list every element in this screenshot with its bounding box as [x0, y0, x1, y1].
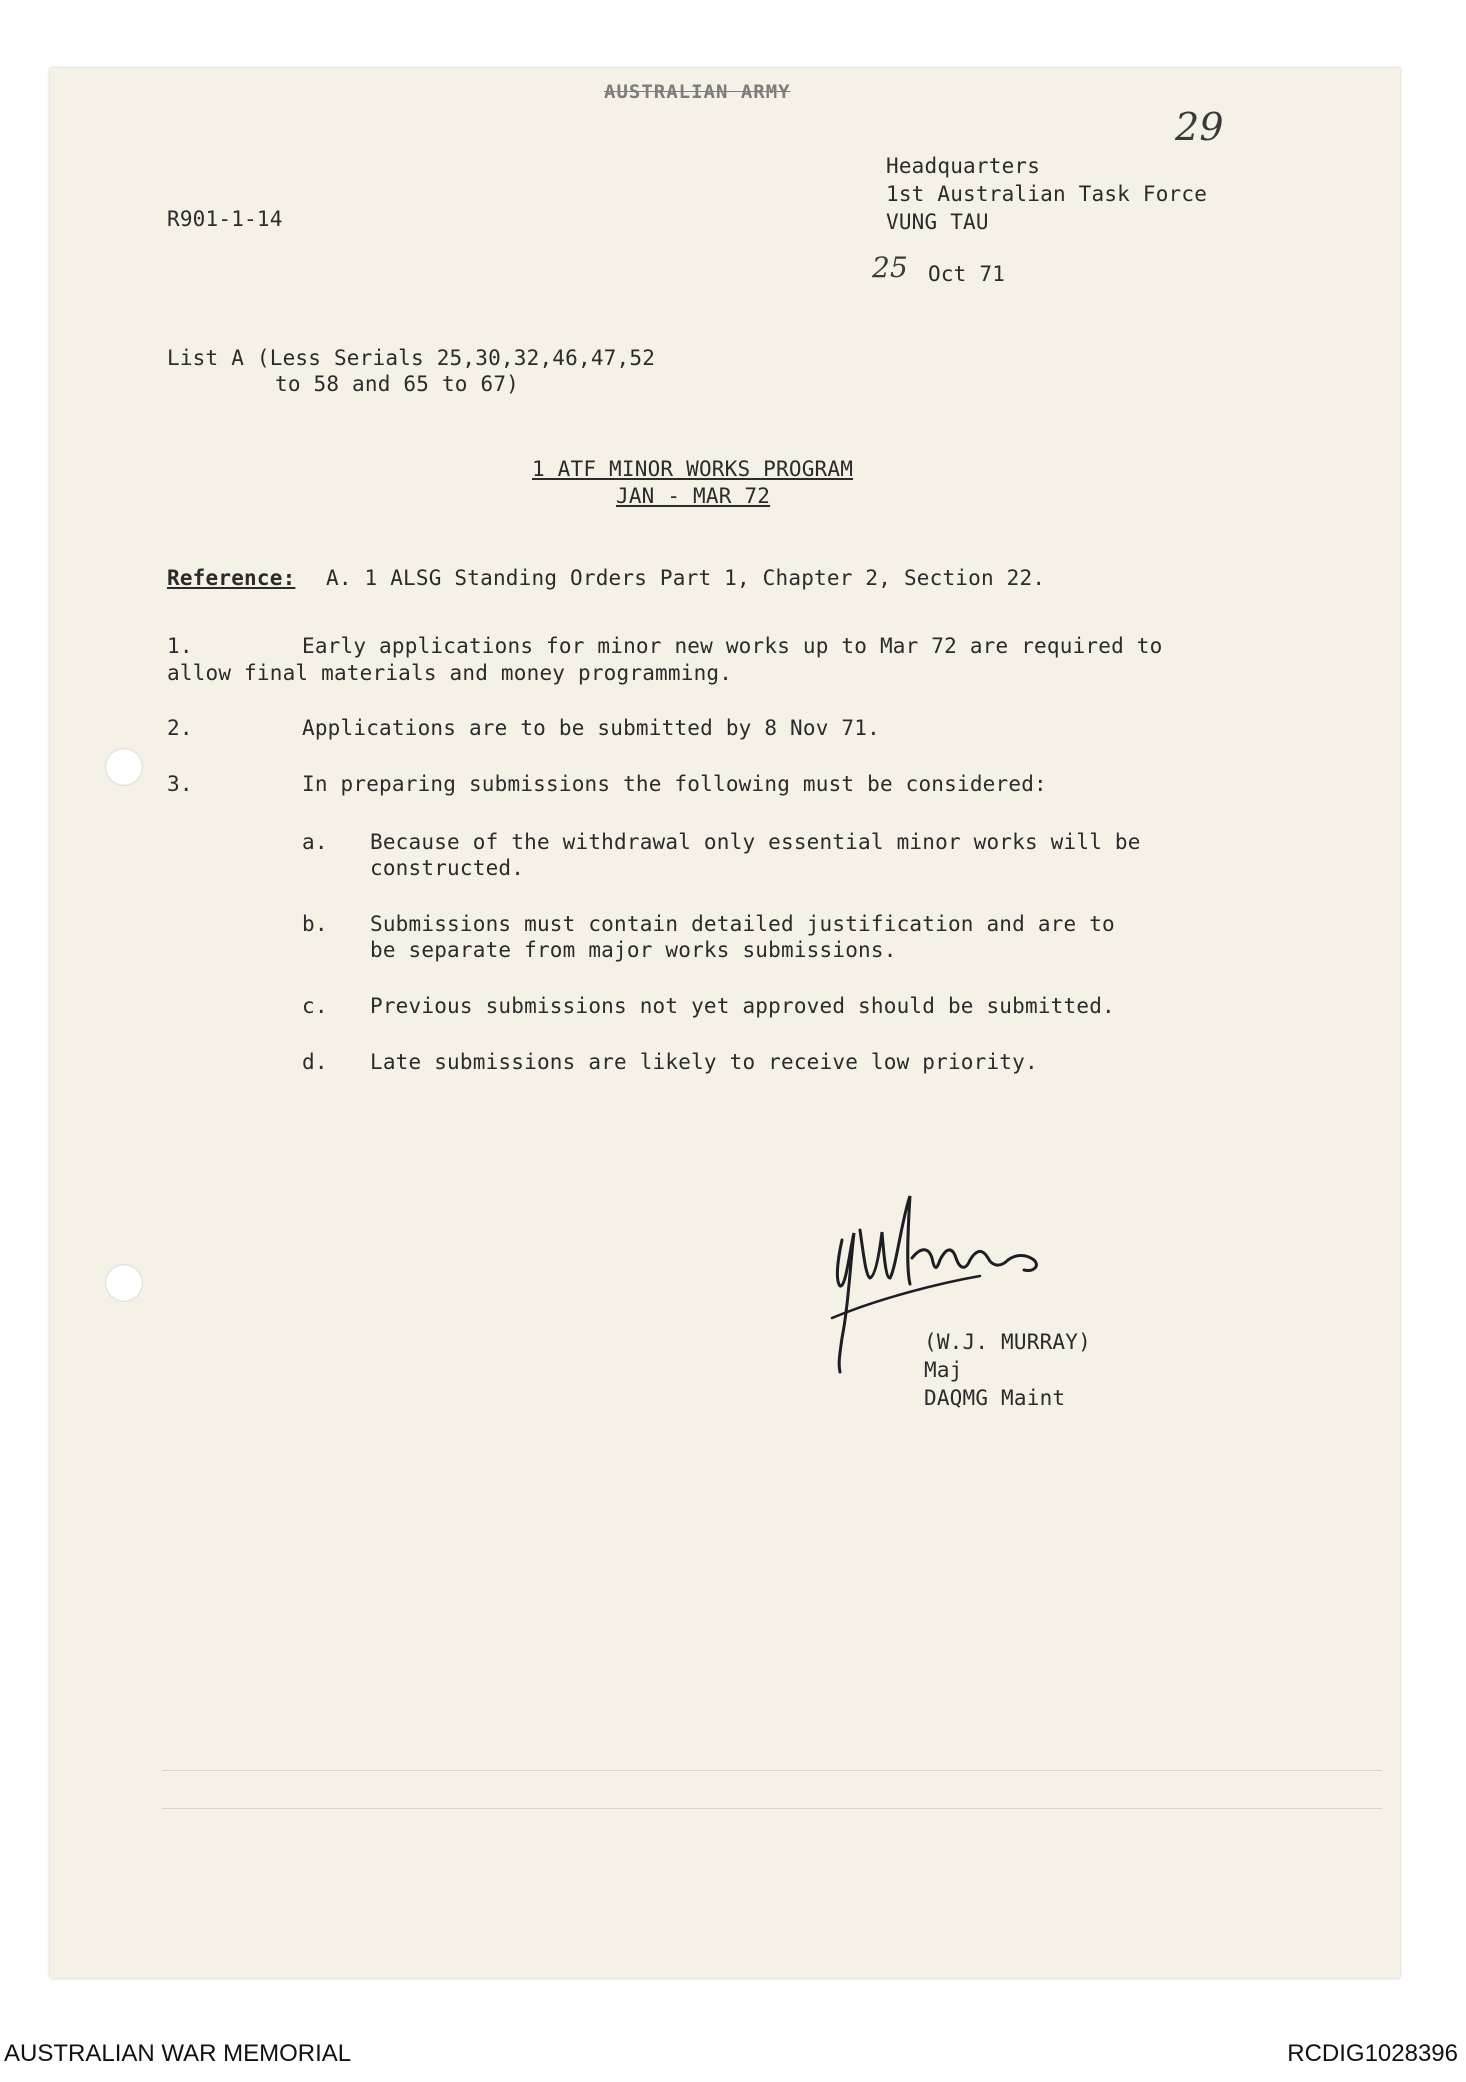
footer-item-id: RCDIG1028396	[1287, 2040, 1458, 2067]
subparagraph-text: Previous submissions not yet approved should be submitted.	[370, 994, 1115, 1018]
footer-archive-name: AUSTRALIAN WAR MEMORIAL	[4, 2040, 352, 2067]
subparagraph-letter: b.	[302, 912, 328, 936]
punch-hole-upper	[105, 748, 143, 786]
signatory-appointment: DAQMG Maint	[924, 1386, 1066, 1410]
paragraph-text: Early applications for minor new works up to Mar 72 are required to	[302, 634, 1163, 658]
paragraph-number: 1.	[167, 634, 193, 658]
subparagraph-letter: a.	[302, 830, 328, 854]
document-subtitle: JAN - MAR 72	[616, 484, 771, 508]
subparagraph-text: Because of the withdrawal only essential minor works will be	[370, 830, 1141, 854]
reference-text: A. 1 ALSG Standing Orders Part 1, Chapter 2, Section 22.	[326, 566, 1046, 590]
folio-number: 29	[1175, 105, 1224, 149]
subparagraph-text: Submissions must contain detailed justification and are to	[370, 912, 1115, 936]
sender-line-1: Headquarters	[886, 154, 1041, 178]
signatory-rank: Maj	[924, 1358, 963, 1382]
bleed-through-rule	[162, 1770, 1382, 1771]
subparagraph-letter: d.	[302, 1050, 328, 1074]
subparagraph-text: constructed.	[370, 856, 525, 880]
subparagraph-text: be separate from major works submissions.	[370, 938, 897, 962]
reference-label: Reference:	[167, 566, 296, 590]
sender-line-3: VUNG TAU	[886, 210, 989, 234]
date-month-year: Oct 71	[928, 262, 1006, 286]
file-reference: R901-1-14	[167, 207, 283, 231]
document-sheet	[50, 68, 1400, 1978]
sender-line-2: 1st Australian Task Force	[886, 182, 1208, 206]
document-title: 1 ATF MINOR WORKS PROGRAM	[532, 457, 854, 481]
classification-stamp: AUSTRALIAN ARMY	[604, 81, 791, 103]
distribution-line-1: List A (Less Serials 25,30,32,46,47,52	[167, 346, 656, 370]
date-day: 25	[872, 251, 909, 284]
subparagraph-text: Late submissions are likely to receive low priority.	[370, 1050, 1038, 1074]
punch-hole-lower	[105, 1264, 143, 1302]
paragraph-number: 2.	[167, 716, 193, 740]
signatory-name: (W.J. MURRAY)	[924, 1330, 1091, 1354]
paragraph-text: In preparing submissions the following must be considered:	[302, 772, 1047, 796]
paragraph-text: allow final materials and money programming.	[167, 661, 733, 685]
subparagraph-letter: c.	[302, 994, 328, 1018]
distribution-line-2: to 58 and 65 to 67)	[275, 372, 520, 396]
paragraph-text: Applications are to be submitted by 8 Nov 71.	[302, 716, 880, 740]
paragraph-number: 3.	[167, 772, 193, 796]
bleed-through-rule	[162, 1808, 1382, 1809]
